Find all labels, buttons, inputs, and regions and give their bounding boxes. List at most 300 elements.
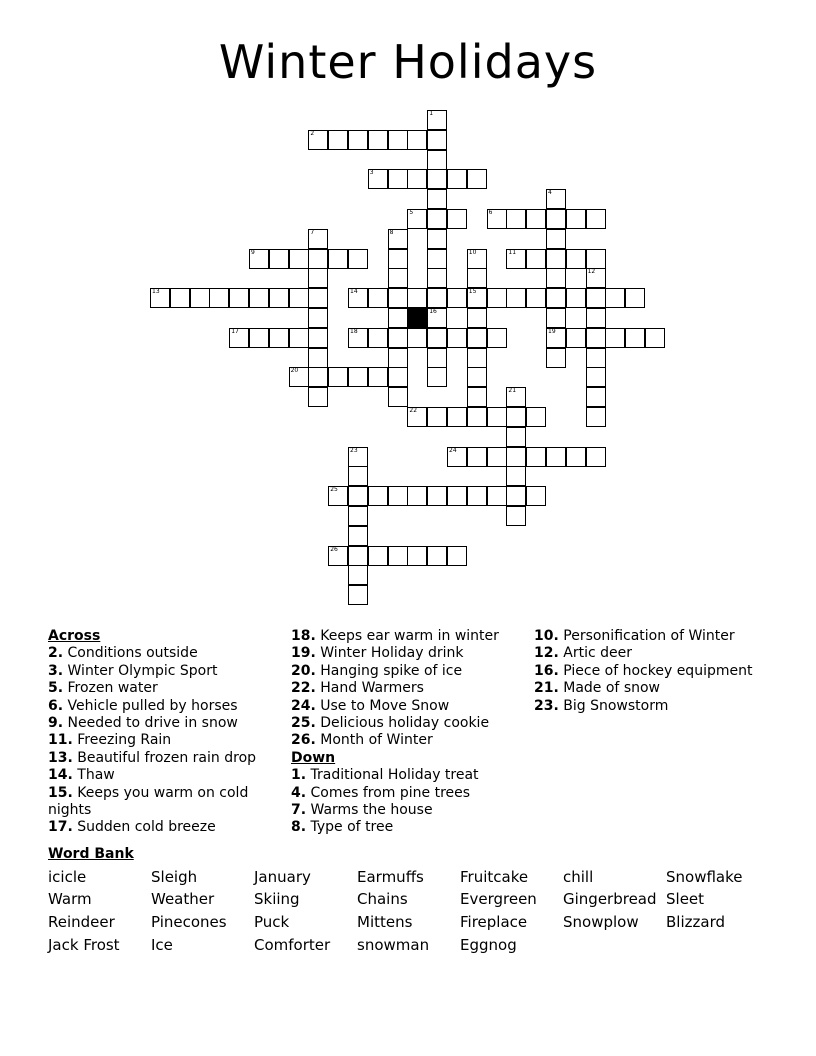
clue-number: 13 (152, 288, 160, 296)
clues-column-1 (48, 628, 276, 837)
clue-number: 8 (389, 228, 394, 236)
word-bank-item: Warm (48, 890, 92, 908)
clue-text: Winter Holiday drink (315, 645, 464, 662)
grid-cell[interactable] (388, 268, 408, 288)
grid-cell[interactable] (388, 229, 408, 249)
grid-cell[interactable] (289, 367, 309, 387)
word-bank-item: January (254, 868, 311, 886)
grid-cell[interactable] (487, 209, 507, 229)
clue-number: 20 (290, 367, 299, 375)
clue-num: 3. (48, 662, 64, 679)
across-clue (291, 663, 527, 680)
grid-cell[interactable] (467, 486, 487, 506)
grid-cell[interactable] (546, 268, 566, 288)
word-bank-item: Comforter (254, 936, 331, 954)
grid-cell[interactable] (625, 328, 645, 348)
grid-cell[interactable] (427, 367, 447, 387)
across-clue (48, 663, 276, 680)
clue-num: 26. (291, 732, 316, 749)
clue-num: 18. (291, 628, 316, 644)
clue-number: 10 (468, 248, 477, 256)
clue-num: 7. (291, 802, 307, 819)
grid-cell[interactable] (348, 565, 368, 585)
clue-num: 21. (534, 680, 559, 697)
clue-num: 9. (48, 715, 64, 732)
grid-cell[interactable] (368, 288, 388, 308)
clue-text: Comes from pine trees (306, 784, 471, 801)
grid-cell[interactable] (348, 466, 368, 486)
across-clue (48, 767, 276, 784)
grid-cell[interactable] (368, 546, 388, 566)
down-clue (534, 628, 784, 645)
clue-text: Keeps ear warm in winter (315, 628, 499, 644)
clue-text: Hanging spike of ice (315, 662, 463, 679)
down-clue (291, 767, 527, 784)
grid-cell[interactable] (427, 130, 447, 150)
down-clue (534, 645, 784, 662)
grid-cell[interactable] (447, 486, 467, 506)
clue-number: 26 (330, 545, 338, 553)
grid-cell[interactable] (388, 130, 408, 150)
grid-cell[interactable] (388, 387, 408, 407)
grid-cell[interactable] (586, 447, 606, 467)
grid-cell[interactable] (546, 348, 566, 368)
grid-cell[interactable] (209, 288, 229, 308)
grid-cell[interactable] (427, 308, 447, 328)
grid-cell[interactable] (487, 447, 507, 467)
grid-cell[interactable] (348, 546, 368, 566)
grid-cell[interactable] (447, 546, 467, 566)
grid-cell[interactable] (467, 447, 487, 467)
grid-cell[interactable] (388, 288, 408, 308)
grid-cell[interactable] (586, 288, 606, 308)
clue-number: 19 (548, 327, 556, 335)
grid-cell[interactable] (308, 387, 328, 407)
across-clue (48, 732, 276, 749)
grid-cell[interactable] (229, 328, 249, 348)
grid-cell[interactable] (308, 367, 328, 387)
grid-cell[interactable] (368, 328, 388, 348)
grid-cell[interactable] (546, 328, 566, 348)
grid-cell[interactable] (467, 328, 487, 348)
word-bank-item: Skiing (254, 890, 300, 908)
across-clue (48, 750, 276, 767)
grid-cell[interactable] (427, 249, 447, 269)
grid-cell[interactable] (506, 486, 526, 506)
clue-number: 7 (310, 228, 315, 236)
grid-cell[interactable] (427, 348, 447, 368)
grid-cell[interactable] (487, 328, 507, 348)
across-clue (291, 715, 527, 732)
grid-cell[interactable] (546, 308, 566, 328)
grid-cell[interactable] (308, 348, 328, 368)
down-heading: Down (291, 749, 336, 766)
clue-number: 16 (429, 308, 437, 315)
clue-num: 5. (48, 680, 64, 697)
grid-cell[interactable] (170, 288, 190, 308)
grid-cell[interactable] (388, 367, 408, 387)
clue-text: Made of snow (558, 680, 660, 697)
clue-num: 2. (48, 645, 64, 662)
clue-text: Needed to drive in snow (63, 715, 238, 732)
across-clue (291, 680, 527, 697)
grid-cell[interactable] (289, 328, 309, 348)
grid-cell[interactable] (348, 130, 368, 150)
grid-cell[interactable] (586, 367, 606, 387)
grid-cell[interactable] (150, 288, 170, 308)
grid-cell[interactable] (526, 209, 546, 229)
clue-text: Traditional Holiday treat (306, 767, 479, 784)
grid-cell[interactable] (586, 268, 606, 288)
grid-cell[interactable] (427, 110, 447, 130)
grid-cell[interactable] (487, 288, 507, 308)
grid-cell[interactable] (506, 506, 526, 526)
grid-cell[interactable] (289, 288, 309, 308)
word-bank-item: Eggnog (460, 936, 517, 954)
clue-number: 2 (310, 129, 315, 137)
grid-cell[interactable] (566, 288, 586, 308)
grid-cell[interactable] (328, 367, 348, 387)
down-clue (534, 680, 784, 697)
word-bank-item: icicle (48, 868, 87, 886)
grid-cell[interactable] (506, 387, 526, 407)
grid-cell[interactable] (427, 268, 447, 288)
grid-cell[interactable] (348, 506, 368, 526)
grid-cell[interactable] (526, 249, 546, 269)
grid-cell[interactable] (269, 288, 289, 308)
word-bank-item: Fruitcake (460, 868, 529, 886)
grid-cell[interactable] (348, 447, 368, 467)
grid-cell[interactable] (546, 249, 566, 269)
clue-number: 24 (449, 446, 457, 454)
clue-num: 20. (291, 662, 316, 679)
word-bank-item: chill (563, 868, 594, 886)
clue-num: 6. (48, 697, 64, 714)
clue-text: Sudden cold breeze (72, 819, 216, 836)
across-clue (48, 785, 276, 820)
grid-cell[interactable] (467, 407, 487, 427)
grid-cell[interactable] (526, 486, 546, 506)
clue-number: 14 (350, 288, 358, 296)
down-clue (534, 663, 784, 680)
clue-number: 4 (548, 189, 552, 197)
grid-cell[interactable] (308, 328, 328, 348)
clue-number: 1 (429, 110, 434, 117)
across-clue (291, 645, 527, 662)
grid-cell[interactable] (368, 367, 388, 387)
grid-cell[interactable] (487, 407, 507, 427)
grid-cell[interactable] (348, 328, 368, 348)
grid-cell[interactable] (308, 268, 328, 288)
grid-cell[interactable] (586, 407, 606, 427)
grid-cell[interactable] (447, 328, 467, 348)
grid-cell[interactable] (447, 169, 467, 189)
clue-text: Delicious holiday cookie (315, 715, 490, 732)
grid-cell[interactable] (546, 229, 566, 249)
grid-cell[interactable] (308, 229, 328, 249)
down-clue (291, 819, 527, 836)
grid-cell[interactable] (427, 546, 447, 566)
grid-cell[interactable] (447, 288, 467, 308)
clue-num: 23. (534, 697, 559, 714)
clue-text: Keeps you warm on cold nights (48, 784, 249, 819)
clue-number: 5 (409, 209, 414, 216)
grid-cell[interactable] (289, 249, 309, 269)
grid-cell[interactable] (368, 130, 388, 150)
grid-cell[interactable] (348, 486, 368, 506)
grid-cell[interactable] (467, 249, 487, 269)
clue-num: 8. (291, 819, 307, 836)
grid-cell[interactable] (308, 308, 328, 328)
clue-text: Warms the house (306, 802, 433, 819)
clue-text: Frozen water (63, 680, 158, 697)
clue-num: 25. (291, 715, 316, 732)
clue-num: 22. (291, 680, 316, 697)
grid-cell[interactable] (348, 367, 368, 387)
grid-cell[interactable] (566, 447, 586, 467)
grid-cell[interactable] (388, 169, 408, 189)
clue-text: Personification of Winter (558, 628, 735, 644)
grid-cell[interactable] (427, 407, 447, 427)
grid-cell[interactable] (269, 249, 289, 269)
grid-cell[interactable] (467, 288, 487, 308)
clue-num: 10. (534, 628, 559, 644)
grid-cell[interactable] (645, 328, 665, 348)
grid-cell[interactable] (506, 427, 526, 447)
grid-cell[interactable] (467, 348, 487, 368)
grid-cell[interactable] (566, 249, 586, 269)
grid-cell[interactable] (586, 387, 606, 407)
grid-cell[interactable] (249, 288, 269, 308)
clue-text: Winter Olympic Sport (63, 662, 218, 679)
grid-cell[interactable] (546, 209, 566, 229)
clue-text: Artic deer (558, 645, 632, 662)
grid-cell[interactable] (328, 249, 348, 269)
grid-cell[interactable] (190, 288, 210, 308)
clue-num: 13. (48, 749, 73, 766)
clues-column-2 (291, 628, 527, 837)
grid-cell[interactable] (586, 249, 606, 269)
grid-cell[interactable] (328, 130, 348, 150)
grid-cell[interactable] (625, 288, 645, 308)
clue-number: 11 (508, 248, 517, 256)
down-clue (534, 698, 784, 715)
grid-cell[interactable] (348, 526, 368, 546)
grid-cell[interactable] (566, 328, 586, 348)
clue-num: 17. (48, 819, 73, 836)
across-clue (291, 732, 527, 749)
grid-cell[interactable] (388, 348, 408, 368)
clue-number: 6 (488, 209, 493, 216)
clue-text: Hand Warmers (315, 680, 424, 697)
clue-number: 18 (350, 327, 358, 335)
down-clue (291, 802, 527, 819)
grid-cell[interactable] (407, 169, 427, 189)
grid-cell[interactable] (506, 288, 526, 308)
grid-cell[interactable] (348, 585, 368, 605)
grid-cell[interactable] (388, 308, 408, 328)
clue-num: 19. (291, 645, 316, 662)
word-bank-item: snowman (357, 936, 430, 954)
word-bank-item: Sleigh (151, 868, 198, 886)
grid-cell[interactable] (249, 328, 269, 348)
grid-cell[interactable] (467, 268, 487, 288)
word-bank-item: Weather (151, 890, 215, 908)
grid-cell[interactable] (348, 249, 368, 269)
word-bank-heading: Word Bank (48, 846, 134, 862)
grid-cell[interactable] (506, 407, 526, 427)
clue-num: 24. (291, 697, 316, 714)
across-clue (48, 645, 276, 662)
grid-cell[interactable] (308, 288, 328, 308)
clue-number: 17 (231, 327, 239, 335)
word-bank-item: Snowflake (666, 868, 743, 886)
grid-cell[interactable] (447, 209, 467, 229)
grid-cell[interactable] (447, 447, 467, 467)
across-clue (48, 698, 276, 715)
across-clue (48, 715, 276, 732)
grid-cell[interactable] (506, 209, 526, 229)
grid-cell[interactable] (388, 328, 408, 348)
clue-num: 16. (534, 662, 559, 679)
clue-num: 12. (534, 645, 559, 662)
grid-cell[interactable] (467, 169, 487, 189)
grid-cell[interactable] (407, 486, 427, 506)
clue-num: 11. (48, 732, 73, 749)
grid-cell[interactable] (427, 169, 447, 189)
clue-number: 22 (409, 407, 418, 414)
grid-cell[interactable] (526, 407, 546, 427)
clue-number: 9 (251, 248, 255, 256)
grid-cell[interactable] (269, 328, 289, 348)
clue-text: Big Snowstorm (558, 697, 669, 714)
grid-cell[interactable] (368, 486, 388, 506)
grid-cell[interactable] (407, 546, 427, 566)
word-bank-item: Snowplow (563, 913, 639, 931)
grid-cell[interactable] (546, 189, 566, 209)
grid-cell[interactable] (427, 189, 447, 209)
grid-cell[interactable] (506, 466, 526, 486)
grid-cell[interactable] (467, 308, 487, 328)
clue-number: 15 (468, 288, 477, 296)
across-clue (48, 680, 276, 697)
word-bank-item: Pinecones (151, 913, 227, 931)
word-bank-item: Earmuffs (357, 868, 424, 886)
grid-cell[interactable] (308, 130, 328, 150)
clue-number: 12 (587, 268, 596, 276)
clue-number: 25 (330, 486, 338, 494)
clue-text: Piece of hockey equipment (558, 662, 753, 679)
clue-text: Beautiful frozen rain drop (72, 749, 257, 766)
grid-cell[interactable] (328, 486, 348, 506)
grid-cell[interactable] (388, 249, 408, 269)
word-bank-item: Puck (254, 913, 290, 931)
grid-cell[interactable] (407, 130, 427, 150)
across-clue (48, 819, 276, 836)
grid-cell[interactable] (388, 486, 408, 506)
grid-cell[interactable] (605, 328, 625, 348)
word-bank-item: Ice (151, 936, 173, 954)
grid-cell[interactable] (586, 209, 606, 229)
grid-cell[interactable] (586, 348, 606, 368)
grid-cell[interactable] (407, 209, 427, 229)
grid-cell[interactable] (427, 486, 447, 506)
across-clue (291, 628, 527, 645)
grid-cell[interactable] (407, 407, 427, 427)
clue-text: Type of tree (306, 819, 394, 836)
across-clue (291, 698, 527, 715)
grid-cell[interactable] (427, 288, 447, 308)
clue-text: Freezing Rain (72, 732, 172, 749)
grid-cell[interactable] (249, 249, 269, 269)
grid-cell[interactable] (506, 249, 526, 269)
clue-text: Thaw (72, 767, 115, 784)
grid-cell[interactable] (586, 308, 606, 328)
clues-column-3 (534, 628, 784, 715)
clue-text: Vehicle pulled by horses (63, 697, 238, 714)
page-title: Winter Holidays (218, 35, 598, 89)
black-cell (407, 308, 427, 328)
word-bank-item: Gingerbread (563, 890, 657, 908)
word-bank-item: Jack Frost (48, 936, 120, 954)
grid-cell[interactable] (566, 209, 586, 229)
clue-number: 23 (350, 446, 358, 454)
clue-num: 1. (291, 767, 307, 784)
grid-cell[interactable] (605, 288, 625, 308)
word-bank-item: Evergreen (460, 890, 537, 908)
clue-text: Use to Move Snow (315, 697, 450, 714)
grid-cell[interactable] (308, 249, 328, 269)
grid-cell[interactable] (407, 328, 427, 348)
clue-text: Month of Winter (315, 732, 433, 749)
grid-cell[interactable] (427, 328, 447, 348)
grid-cell[interactable] (348, 288, 368, 308)
grid-cell[interactable] (229, 288, 249, 308)
word-bank-item: Chains (357, 890, 408, 908)
grid-cell[interactable] (407, 288, 427, 308)
grid-cell[interactable] (546, 288, 566, 308)
grid-cell[interactable] (546, 447, 566, 467)
grid-cell[interactable] (427, 150, 447, 170)
down-clue (291, 785, 527, 802)
word-bank-item: Mittens (357, 913, 413, 931)
grid-cell[interactable] (487, 486, 507, 506)
across-heading: Across (48, 628, 101, 644)
word-bank-item: Blizzard (666, 913, 725, 931)
word-bank-item: Fireplace (460, 913, 528, 931)
grid-cell[interactable] (586, 328, 606, 348)
clue-num: 4. (291, 784, 307, 801)
grid-cell[interactable] (506, 447, 526, 467)
grid-cell[interactable] (427, 209, 447, 229)
grid-cell[interactable] (467, 367, 487, 387)
clue-text: Conditions outside (63, 645, 198, 662)
grid-cell[interactable] (368, 169, 388, 189)
clue-num: 14. (48, 767, 73, 784)
grid-cell[interactable] (388, 546, 408, 566)
word-bank-item: Sleet (666, 890, 705, 908)
grid-cell[interactable] (526, 447, 546, 467)
grid-cell[interactable] (328, 546, 348, 566)
grid-cell[interactable] (467, 387, 487, 407)
clue-number: 3 (369, 169, 374, 177)
grid-cell[interactable] (526, 288, 546, 308)
word-bank-item: Reindeer (48, 913, 115, 931)
grid-cell[interactable] (447, 407, 467, 427)
clue-number: 21 (508, 387, 517, 395)
grid-cell[interactable] (427, 229, 447, 249)
clue-num: 15. (48, 784, 73, 801)
